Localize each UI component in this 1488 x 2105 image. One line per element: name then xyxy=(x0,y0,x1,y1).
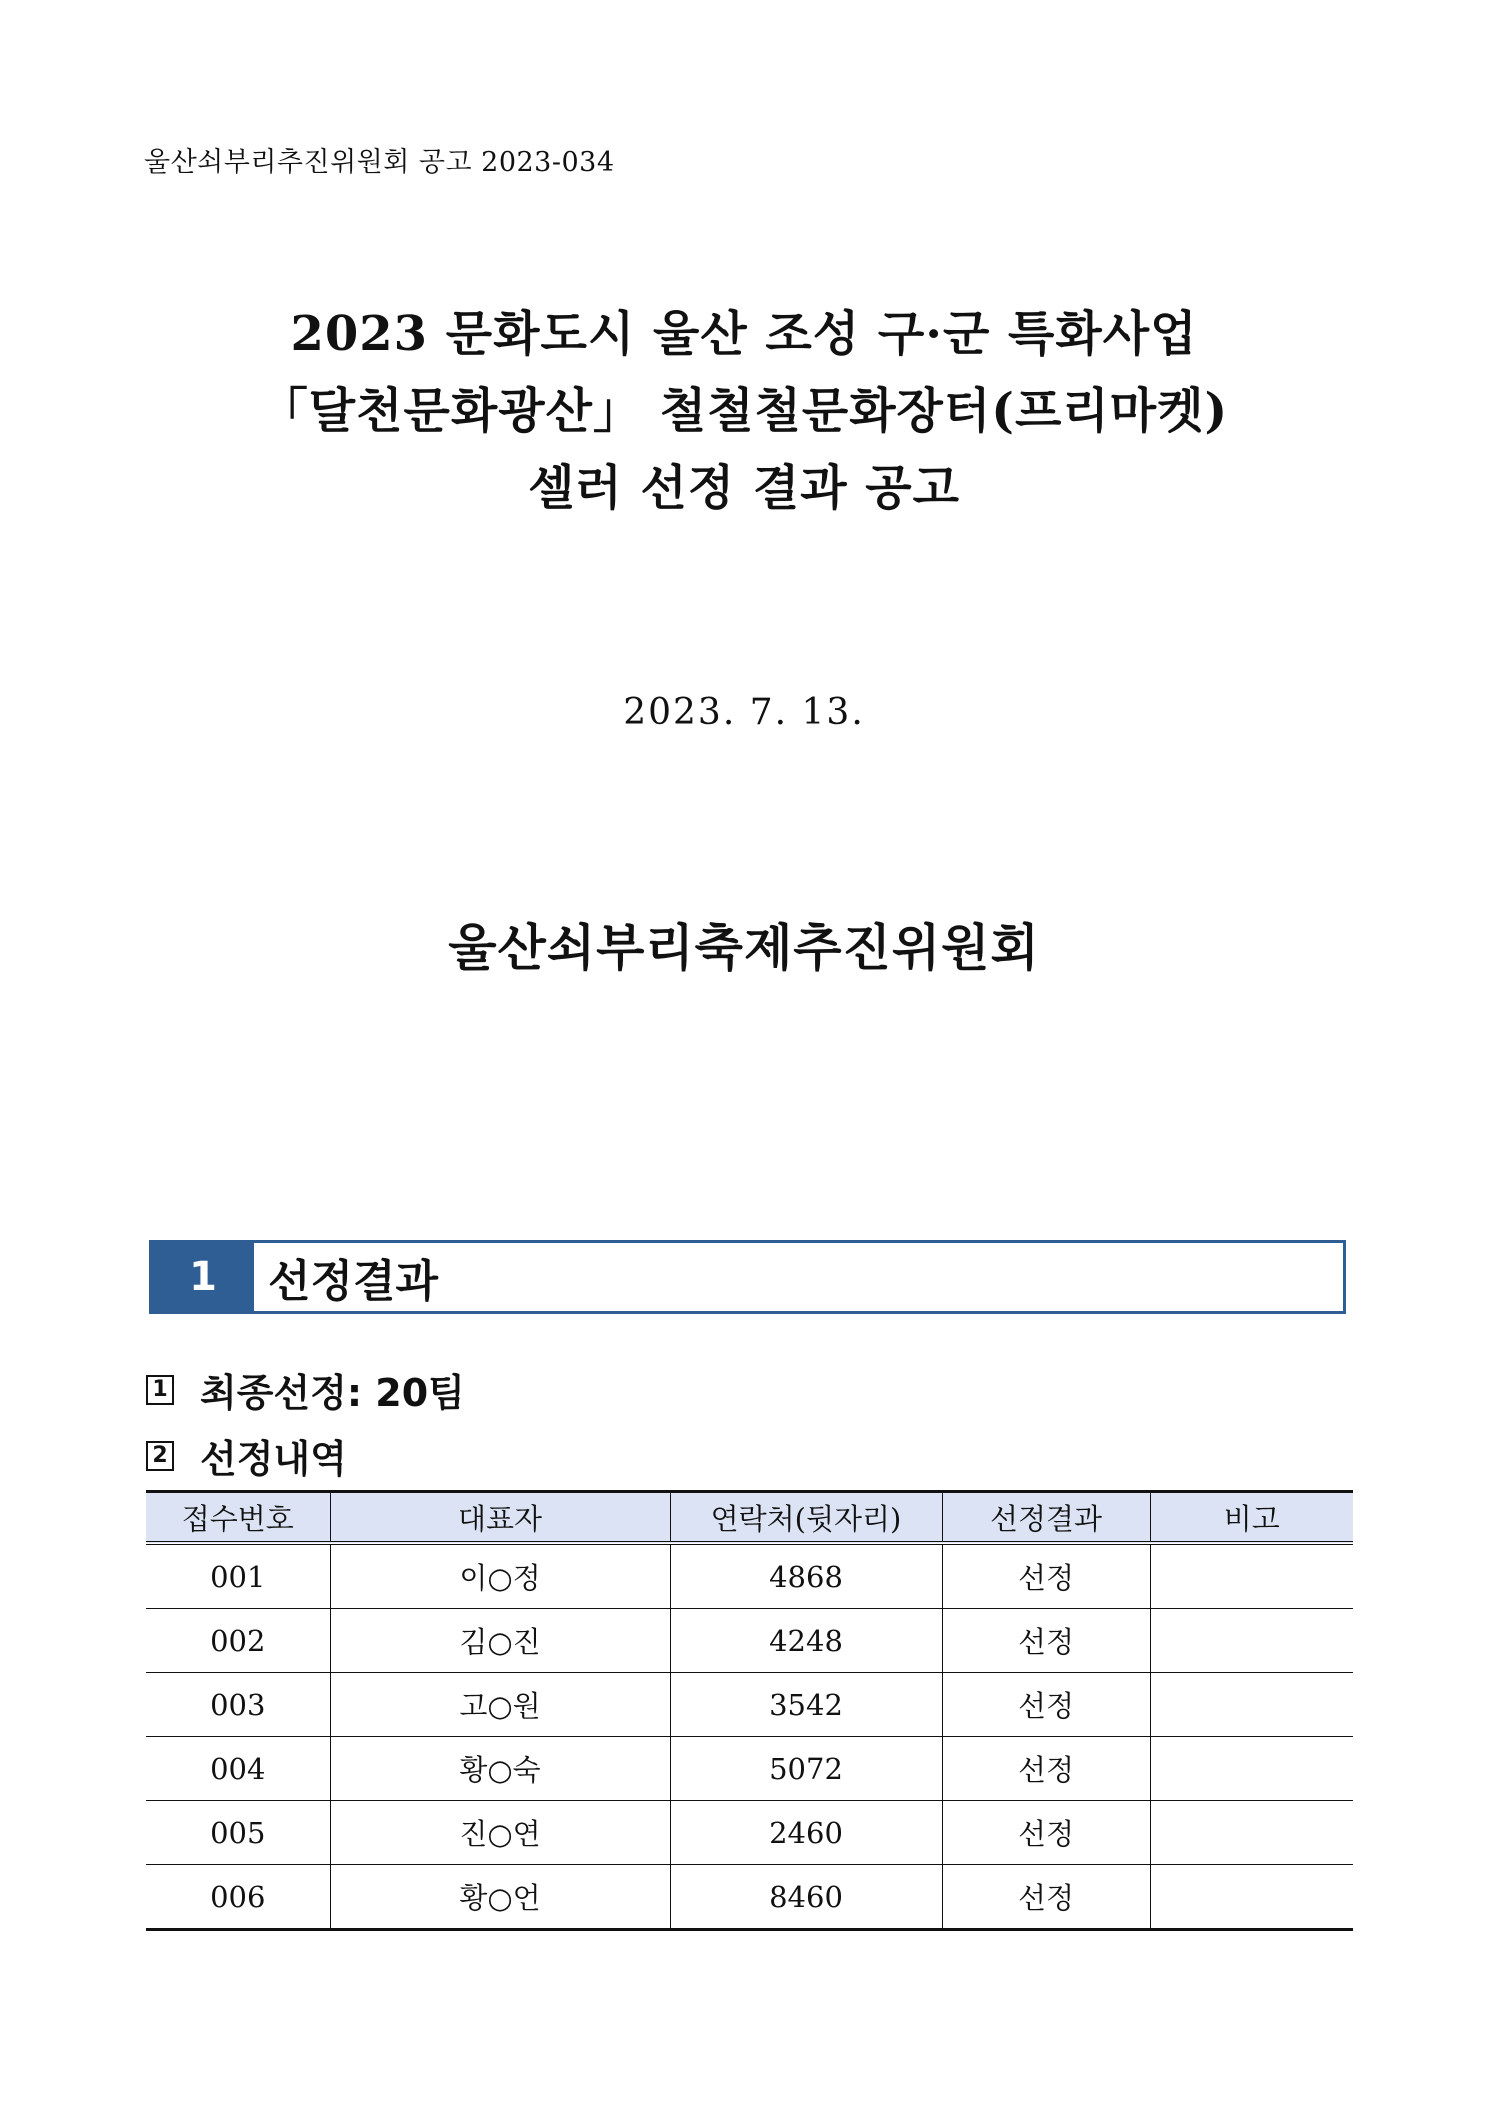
cell-receipt-no: 005 xyxy=(146,1801,330,1865)
cell-note xyxy=(1150,1865,1353,1930)
item-number-box: 1 xyxy=(146,1375,174,1405)
cell-result: 선정 xyxy=(942,1801,1150,1865)
header-note: 비고 xyxy=(1150,1492,1353,1544)
item-number-box: 2 xyxy=(146,1441,174,1471)
list-item-selection-details xyxy=(146,1428,347,1483)
cell-contact: 8460 xyxy=(670,1865,942,1930)
cell-note xyxy=(1150,1801,1353,1865)
cell-note xyxy=(1150,1673,1353,1737)
cell-receipt-no: 004 xyxy=(146,1737,330,1801)
cell-note xyxy=(1150,1543,1353,1609)
item-text: 최종선정: 20팀 xyxy=(200,1371,465,1415)
cell-representative: 고○원 xyxy=(330,1673,670,1737)
title-line-1: 2023 문화도시 울산 조성 구·군 특화사업 xyxy=(290,306,1198,362)
table-row xyxy=(146,1543,1353,1609)
cell-contact: 5072 xyxy=(670,1737,942,1801)
notice-number: 울산쇠부리추진위원회 공고 2023-034 xyxy=(144,147,615,178)
header-result: 선정결과 xyxy=(942,1492,1150,1544)
cell-contact: 3542 xyxy=(670,1673,942,1737)
header-representative: 대표자 xyxy=(330,1492,670,1544)
cell-receipt-no: 002 xyxy=(146,1609,330,1673)
table-header-row xyxy=(146,1492,1353,1544)
table-row xyxy=(146,1801,1353,1865)
cell-note xyxy=(1150,1737,1353,1801)
cell-result: 선정 xyxy=(942,1543,1150,1609)
table-row xyxy=(146,1865,1353,1930)
organization-name: 울산쇠부리축제추진위원회 xyxy=(448,918,1040,977)
cell-result: 선정 xyxy=(942,1737,1150,1801)
announcement-date: 2023. 7. 13. xyxy=(623,692,865,733)
selection-table xyxy=(146,1490,1353,1931)
section-header xyxy=(149,1240,1346,1314)
table-row xyxy=(146,1737,1353,1801)
cell-representative: 진○연 xyxy=(330,1801,670,1865)
cell-representative: 황○언 xyxy=(330,1865,670,1930)
header-contact: 연락처(뒷자리) xyxy=(670,1492,942,1544)
list-item-final-selection xyxy=(146,1362,465,1417)
cell-contact: 4868 xyxy=(670,1543,942,1609)
cell-representative: 김○진 xyxy=(330,1609,670,1673)
header-receipt-no: 접수번호 xyxy=(146,1492,330,1544)
cell-note xyxy=(1150,1609,1353,1673)
section-title: 선정결과 xyxy=(268,1256,439,1307)
title-line-2: 「달천문화광산」 철철철문화장터(프리마켓) xyxy=(259,383,1229,439)
cell-representative: 황○숙 xyxy=(330,1737,670,1801)
cell-result: 선정 xyxy=(942,1865,1150,1930)
cell-receipt-no: 003 xyxy=(146,1673,330,1737)
title-line-3: 셀러 선정 결과 공고 xyxy=(527,460,961,516)
table-row xyxy=(146,1609,1353,1673)
cell-contact: 4248 xyxy=(670,1609,942,1673)
document-title xyxy=(0,296,1488,527)
item-text: 선정내역 xyxy=(200,1437,347,1481)
cell-representative: 이○정 xyxy=(330,1543,670,1609)
cell-result: 선정 xyxy=(942,1609,1150,1673)
section-number: 1 xyxy=(152,1243,254,1311)
table-row xyxy=(146,1673,1353,1737)
cell-receipt-no: 006 xyxy=(146,1865,330,1930)
cell-result: 선정 xyxy=(942,1673,1150,1737)
cell-contact: 2460 xyxy=(670,1801,942,1865)
cell-receipt-no: 001 xyxy=(146,1543,330,1609)
